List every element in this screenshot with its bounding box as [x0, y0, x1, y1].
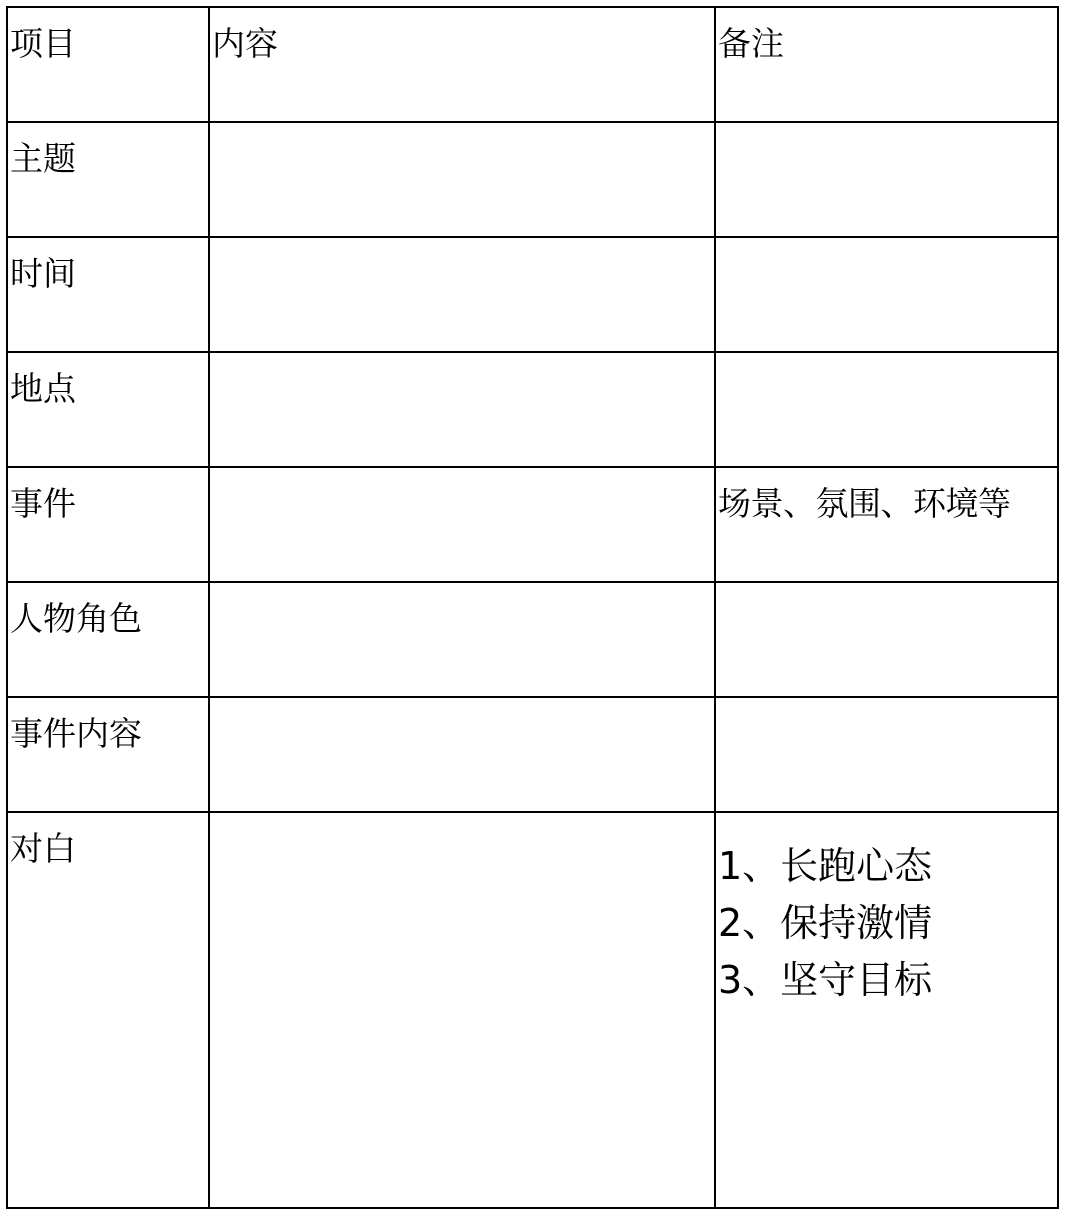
item-label: 主题 — [10, 139, 76, 178]
content-text — [210, 123, 714, 139]
item-cell — [7, 352, 209, 467]
content-cell[interactable] — [209, 237, 715, 352]
header-content-cell — [209, 7, 715, 122]
header-note-label: 备注 — [718, 24, 784, 63]
item-label: 对白 — [10, 829, 76, 868]
content-cell[interactable] — [209, 122, 715, 237]
item-cell — [7, 582, 209, 697]
item-label: 事件 — [10, 484, 76, 523]
note-cell[interactable] — [715, 237, 1058, 352]
note-text — [716, 583, 1057, 599]
header-item-cell — [7, 7, 209, 122]
note-list-item: 1、长跑心态 — [718, 844, 933, 888]
table-row-event-content — [7, 697, 1058, 812]
item-cell — [7, 812, 209, 1208]
item-label: 人物角色 — [10, 599, 142, 638]
header-item-label: 项目 — [10, 24, 76, 63]
content-text — [210, 353, 714, 369]
note-text — [716, 353, 1057, 369]
note-text — [716, 238, 1057, 254]
item-label: 地点 — [10, 369, 76, 408]
content-cell[interactable] — [209, 352, 715, 467]
note-cell[interactable] — [715, 352, 1058, 467]
content-cell[interactable] — [209, 812, 715, 1208]
note-list-item: 3、坚守目标 — [718, 958, 933, 1002]
note-cell[interactable] — [715, 812, 1058, 1208]
content-cell[interactable] — [209, 467, 715, 582]
table-row-dialogue — [7, 812, 1058, 1208]
note-cell[interactable] — [715, 122, 1058, 237]
note-cell[interactable] — [715, 467, 1058, 582]
content-text — [210, 468, 714, 484]
note-cell[interactable] — [715, 697, 1058, 812]
note-list — [716, 813, 1057, 1009]
note-text: 场景、氛围、环境等 — [718, 484, 1011, 523]
table-row-characters — [7, 582, 1058, 697]
content-text — [210, 583, 714, 599]
item-cell — [7, 697, 209, 812]
table-row-location — [7, 352, 1058, 467]
table-row-event — [7, 467, 1058, 582]
content-text — [210, 238, 714, 254]
note-list-item: 2、保持激情 — [718, 901, 933, 945]
note-cell[interactable] — [715, 582, 1058, 697]
header-note-cell — [715, 7, 1058, 122]
table-row-theme — [7, 122, 1058, 237]
item-label: 时间 — [10, 254, 76, 293]
header-row — [7, 7, 1058, 122]
item-cell — [7, 467, 209, 582]
item-label: 事件内容 — [10, 714, 142, 753]
header-content-label: 内容 — [212, 24, 278, 63]
item-cell — [7, 237, 209, 352]
content-cell[interactable] — [209, 697, 715, 812]
content-cell[interactable] — [209, 582, 715, 697]
note-text — [716, 123, 1057, 139]
content-text — [210, 813, 714, 829]
content-text — [210, 698, 714, 714]
table-row-time — [7, 237, 1058, 352]
outline-table — [6, 6, 1059, 1209]
note-text — [716, 698, 1057, 714]
item-cell — [7, 122, 209, 237]
